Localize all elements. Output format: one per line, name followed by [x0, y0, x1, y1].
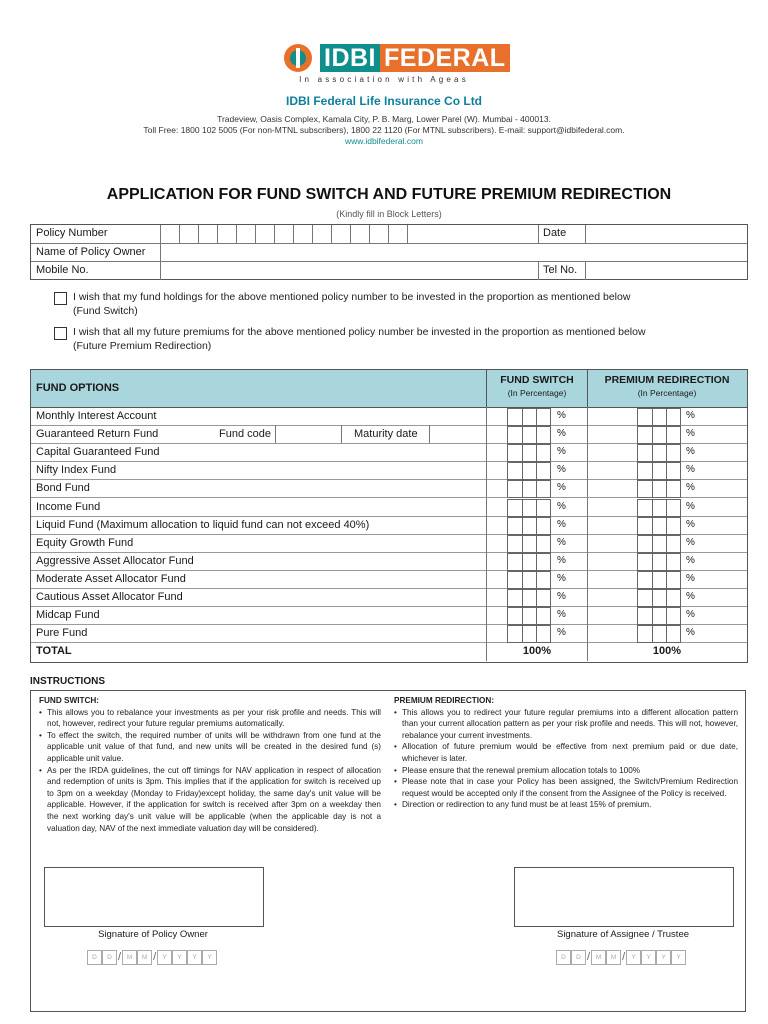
policy-number-digit[interactable] — [274, 225, 293, 243]
instructions-title: INSTRUCTIONS — [30, 676, 105, 687]
redirection-pct: % — [686, 609, 695, 621]
policy-number-digit[interactable] — [312, 225, 331, 243]
fund-options-header: FUND OPTIONS — [36, 382, 120, 394]
redirection-input[interactable] — [637, 462, 681, 480]
redirection-input[interactable] — [637, 408, 681, 426]
mobile-field[interactable] — [161, 262, 537, 280]
instruction-item: • To effect the switch, the required number of units will be withdrawn from one fund at the applicable unit value of that fund, and new units will be created in the desired fund (s) applicable unit value. — [47, 730, 381, 765]
fund-switch-option — [73, 290, 743, 318]
fund-name: Aggressive Asset Allocator Fund — [36, 554, 194, 567]
redirection-input[interactable] — [637, 607, 681, 625]
fund-switch-input[interactable] — [507, 426, 551, 444]
owner-signature-box[interactable] — [44, 867, 264, 927]
redirection-header-title: PREMIUM REDIRECTION — [604, 374, 730, 386]
redirection-input[interactable] — [637, 480, 681, 498]
fund-row — [31, 534, 747, 553]
fund-switch-tag: (Fund Switch) — [73, 305, 138, 317]
owner-field[interactable] — [161, 244, 746, 262]
date-digit-box[interactable]: Y — [626, 950, 641, 965]
date-digit-box[interactable]: Y — [671, 950, 686, 965]
redirection-input[interactable] — [637, 535, 681, 553]
redirection-input[interactable] — [637, 589, 681, 607]
fund-name: Pure Fund — [36, 627, 88, 640]
fund-switch-pct: % — [557, 536, 566, 548]
fund-row — [31, 443, 747, 462]
fund-row — [31, 479, 747, 498]
date-digit-box[interactable]: D — [102, 950, 117, 965]
instruction-item: • Direction or redirection to any fund must be at least 15% of premium. — [402, 799, 738, 811]
fund-switch-input[interactable] — [507, 535, 551, 553]
date-digit-box[interactable]: Y — [202, 950, 217, 965]
fund-switch-input[interactable] — [507, 462, 551, 480]
fund-switch-input[interactable] — [507, 625, 551, 643]
fund-switch-input[interactable] — [507, 499, 551, 517]
fund-switch-input[interactable] — [507, 607, 551, 625]
redirection-input[interactable] — [637, 499, 681, 517]
fund-row — [31, 606, 747, 625]
fund-name: Midcap Fund — [36, 609, 100, 622]
date-separator: / — [587, 951, 591, 963]
redirection-header — [588, 374, 746, 398]
date-digit-box[interactable]: D — [87, 950, 102, 965]
redirection-pct: % — [686, 500, 695, 512]
date-digit-box[interactable]: Y — [656, 950, 671, 965]
mobile-label: Mobile No. — [36, 264, 89, 276]
instruction-item: • Please ensure that the renewal premium allocation totals to 100% — [402, 765, 738, 777]
fund-options-table — [30, 369, 748, 663]
assignee-signature-box[interactable] — [514, 867, 734, 927]
policy-details-table — [30, 224, 748, 280]
date-separator: / — [118, 951, 122, 963]
fund-switch-input[interactable] — [507, 480, 551, 498]
fund-name: Monthly Interest Account — [36, 410, 157, 422]
total-label: TOTAL — [36, 645, 72, 657]
date-digit-box[interactable]: Y — [172, 950, 187, 965]
fund-code-field[interactable] — [276, 425, 341, 443]
instruction-item: • As per the IRDA guidelines, the cut off timings for NAV application in respect of allocation and redemption of units is 3pm. This implies that if the application for switch is received up to 3pm on a weekday (Monday to Friday)except holiday, the same day's unit value will be applicable. However, if the application for switch is received after 3pm on a weekday then the next working day's unit value will be applicable (when the applicable day is not a valuation day, NAV of the next immediate valuation day will be considered). — [47, 765, 381, 835]
company-logo — [284, 44, 506, 90]
maturity-date-label: Maturity date — [354, 428, 418, 441]
redirection-pct: % — [686, 536, 695, 548]
fund-switch-pct: % — [557, 464, 566, 476]
policy-number-digit[interactable] — [236, 225, 255, 243]
redirection-pct: % — [686, 446, 695, 458]
date-digit-box[interactable]: Y — [641, 950, 656, 965]
fund-row — [31, 552, 747, 571]
redirection-pct: % — [686, 591, 695, 602]
fund-switch-pct: % — [557, 518, 566, 530]
tel-label: Tel No. — [543, 264, 578, 276]
fund-name: Moderate Asset Allocator Fund — [36, 572, 186, 585]
redirection-text: I wish that all my future premiums for the above mentioned policy number be invested in the proportion as mentioned below — [73, 326, 646, 338]
total-switch: 100% — [522, 645, 552, 657]
policy-number-digit[interactable] — [293, 225, 312, 243]
fund-switch-pct: % — [557, 627, 566, 639]
fund-table-header — [31, 370, 747, 408]
date-separator: / — [153, 951, 157, 963]
redirection-instructions-heading: PREMIUM REDIRECTION: — [394, 696, 495, 705]
policy-number-digit[interactable] — [255, 225, 274, 243]
fund-switch-pct: % — [557, 500, 566, 512]
policy-number-digit[interactable] — [350, 225, 369, 243]
assignee-signature-label: Signature of Assignee / Trustee — [556, 929, 690, 940]
fund-row — [31, 498, 747, 517]
fund-switch-instructions-heading: FUND SWITCH: — [39, 696, 100, 705]
owner-signature-label: Signature of Policy Owner — [98, 929, 208, 940]
owner-row — [31, 243, 747, 262]
policy-number-digit[interactable] — [388, 225, 407, 243]
redirection-input[interactable] — [637, 571, 681, 589]
fund-row — [31, 516, 747, 535]
redirection-pct: % — [686, 627, 695, 639]
company-name: IDBI Federal Life Insurance Co Ltd — [285, 94, 483, 108]
company-contact: Toll Free: 1800 102 5005 (For non-MTNL subscribers), 1800 22 1120 (For MTNL subscribers). E-mail: support@idbifederal.com. — [143, 125, 625, 135]
date-digit-box[interactable]: M — [137, 950, 152, 965]
fund-name: Liquid Fund (Maximum allocation to liquid fund can not exceed 40%) — [36, 518, 370, 531]
redirection-header-sub: (In Percentage) — [637, 388, 697, 398]
redirection-pct: % — [686, 518, 695, 530]
fund-switch-input[interactable] — [507, 589, 551, 607]
fund-switch-input[interactable] — [507, 444, 551, 462]
fund-switch-input[interactable] — [507, 571, 551, 589]
instruction-item: • This allows you to rebalance your investments as per your risk profile and needs. This will not, however, redirect your future regular premiums automatically. — [47, 707, 381, 730]
policy-number-digit[interactable] — [217, 225, 236, 243]
date-digit-box[interactable]: D — [556, 950, 571, 965]
policy-number-digit[interactable] — [179, 225, 198, 243]
logo-federal: FEDERAL — [380, 44, 510, 72]
fund-switch-pct: % — [557, 410, 566, 421]
total-row — [31, 642, 747, 660]
policy-number-digit[interactable] — [369, 225, 388, 243]
fund-row — [31, 570, 747, 589]
date-label: Date — [543, 227, 567, 239]
fund-row — [31, 425, 747, 444]
fund-switch-pct: % — [557, 554, 566, 566]
fund-code-label: Fund code — [219, 428, 271, 441]
company-website[interactable]: www.idbifederal.com — [345, 136, 423, 146]
instruction-item: • Please note that in case your Policy has been assigned, the Switch/Premium Redirection request would be accepted only if the consent from the Assignee of the Policy is received. — [402, 776, 738, 799]
fund-name: Income Fund — [36, 500, 101, 513]
logo-emblem-icon — [284, 44, 312, 72]
fund-name: Cautious Asset Allocator Fund — [36, 591, 183, 603]
date-digit-box[interactable]: M — [606, 950, 621, 965]
fund-name: Guaranteed Return Fund — [36, 428, 159, 441]
fund-switch-pct: % — [557, 482, 566, 494]
fund-name: Capital Guaranteed Fund — [36, 446, 160, 459]
redirection-checkbox[interactable] — [54, 327, 67, 340]
fund-row — [31, 588, 747, 607]
redirection-pct: % — [686, 554, 695, 566]
logo-tagline: In association with Ageas — [299, 75, 469, 84]
redirection-input[interactable] — [637, 553, 681, 571]
form-subtitle: (Kindly fill in Block Letters) — [336, 209, 442, 219]
date-digit-box[interactable]: Y — [157, 950, 172, 965]
assignee-signature-date[interactable] — [556, 950, 686, 964]
instructions-box — [30, 690, 746, 1012]
fund-switch-pct: % — [557, 572, 566, 584]
owner-signature-date[interactable] — [87, 950, 217, 964]
fund-switch-pct: % — [557, 591, 566, 602]
policy-number-digit[interactable] — [331, 225, 350, 243]
redirection-pct: % — [686, 482, 695, 494]
redirection-input[interactable] — [637, 625, 681, 643]
logo-idbi: IDBI — [320, 44, 380, 72]
redirection-option — [73, 325, 743, 353]
redirection-pct: % — [686, 464, 695, 476]
mobile-row — [31, 261, 747, 280]
owner-label: Name of Policy Owner — [36, 246, 146, 258]
fund-switch-pct: % — [557, 446, 566, 458]
redirection-pct: % — [686, 572, 695, 584]
fund-switch-pct: % — [557, 428, 566, 440]
redirection-input[interactable] — [637, 517, 681, 535]
fund-switch-input[interactable] — [507, 408, 551, 426]
fund-name: Nifty Index Fund — [36, 464, 117, 477]
fund-row — [31, 624, 747, 643]
fund-name: Equity Growth Fund — [36, 536, 134, 549]
redirection-instructions — [394, 695, 738, 811]
maturity-date-field[interactable] — [430, 425, 486, 443]
form-title: APPLICATION FOR FUND SWITCH AND FUTURE PREMIUM REDIRECTION — [106, 186, 672, 203]
policy-number-row — [31, 225, 747, 243]
redirection-tag: (Future Premium Redirection) — [73, 340, 212, 352]
total-redirect: 100% — [652, 645, 682, 657]
fund-row — [31, 407, 747, 426]
fund-switch-header — [487, 374, 587, 398]
redirection-input[interactable] — [637, 444, 681, 462]
fund-row — [31, 461, 747, 480]
date-digit-box[interactable]: D — [571, 950, 586, 965]
redirection-input[interactable] — [637, 426, 681, 444]
fund-name: Bond Fund — [36, 482, 90, 495]
date-digit-box[interactable]: M — [591, 950, 606, 965]
fund-switch-text: I wish that my fund holdings for the above mentioned policy number to be invested in the proportion as mentioned below — [73, 291, 631, 303]
redirection-pct: % — [686, 410, 695, 421]
fund-switch-input[interactable] — [507, 553, 551, 571]
fund-switch-instructions — [39, 695, 381, 834]
fund-switch-header-title: FUND SWITCH — [500, 374, 574, 386]
instruction-item: • Allocation of future premium would be effective from next premium paid or due date, whichever is later. — [402, 741, 738, 764]
company-address: Tradeview, Oasis Complex, Kamala City, P. B. Marg, Lower Parel (W). Mumbai - 400013. — [217, 114, 551, 124]
fund-switch-input[interactable] — [507, 517, 551, 535]
policy-number-label: Policy Number — [36, 227, 108, 239]
policy-number-digit[interactable] — [198, 225, 217, 243]
fund-switch-header-sub: (In Percentage) — [507, 388, 567, 398]
date-digit-box[interactable]: M — [122, 950, 137, 965]
date-digit-box[interactable]: Y — [187, 950, 202, 965]
date-field[interactable] — [586, 225, 746, 243]
fund-switch-checkbox[interactable] — [54, 292, 67, 305]
redirection-pct: % — [686, 428, 695, 440]
fund-switch-pct: % — [557, 609, 566, 621]
policy-number-digit[interactable] — [160, 225, 179, 243]
instruction-item: • This allows you to redirect your future regular premiums into a different allocation pattern than your current allocation pattern as per your risk profile and needs. This will not, however, rebalance your current investments. — [402, 707, 738, 742]
tel-field[interactable] — [586, 262, 746, 280]
date-separator: / — [622, 951, 626, 963]
